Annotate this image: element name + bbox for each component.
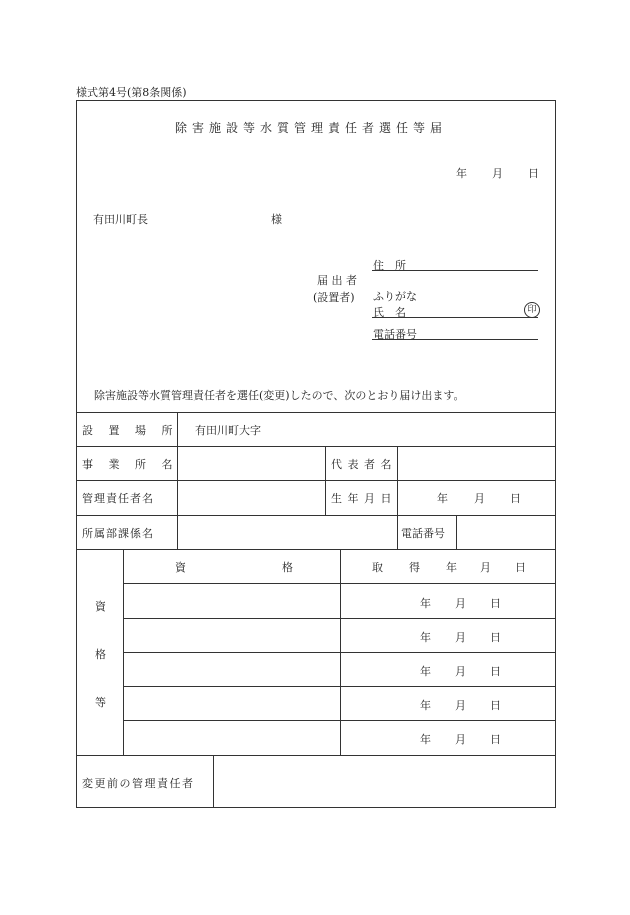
qual-row-2-day: 日 bbox=[490, 631, 501, 644]
manager-label: 管理責任者名 bbox=[82, 492, 154, 505]
location-value: 有田川町大字 bbox=[195, 424, 261, 437]
acq-header-4: 月 bbox=[480, 561, 491, 574]
applicant-furigana-label: ふりがな bbox=[373, 290, 417, 303]
qual-row-3-year: 年 bbox=[420, 665, 431, 678]
qual-row-5-year: 年 bbox=[420, 733, 431, 746]
qual-row-4-year: 年 bbox=[420, 699, 431, 712]
date-year: 年 bbox=[456, 167, 467, 180]
applicant-name-label: 氏 名 bbox=[373, 306, 406, 319]
prev-divider bbox=[213, 755, 214, 808]
row-line-1 bbox=[76, 446, 556, 447]
applicant-label-line2: (設置者) bbox=[313, 291, 355, 304]
qual-row-1-day: 日 bbox=[490, 597, 501, 610]
birth-month: 月 bbox=[474, 492, 485, 505]
qual-header-a: 資 bbox=[175, 561, 186, 574]
qual-line-1 bbox=[123, 583, 556, 584]
qual-side-1: 資 bbox=[95, 600, 106, 613]
location-label: 設 置 場 所 bbox=[82, 424, 179, 437]
qual-header-b: 格 bbox=[282, 561, 293, 574]
value-divider bbox=[397, 446, 398, 515]
acq-header-5: 日 bbox=[515, 561, 526, 574]
qual-row-4-day: 日 bbox=[490, 699, 501, 712]
qual-row-2-year: 年 bbox=[420, 631, 431, 644]
addressee-name: 有田川町長 bbox=[93, 213, 148, 226]
acq-header-3: 年 bbox=[446, 561, 457, 574]
address-underline bbox=[372, 270, 538, 271]
applicant-phone-label: 電話番号 bbox=[373, 328, 417, 341]
qual-row-1-month: 月 bbox=[455, 597, 466, 610]
birth-label: 生 年 月 日 bbox=[331, 492, 393, 505]
phone-underline bbox=[372, 339, 538, 340]
representative-label: 代 表 者 名 bbox=[331, 458, 393, 471]
phone-divider-right bbox=[456, 515, 457, 549]
applicant-label-line1: 届 出 者 bbox=[317, 274, 357, 287]
seal-mark: 印 bbox=[524, 302, 540, 318]
date-month: 月 bbox=[492, 167, 503, 180]
addressee-honorific: 様 bbox=[271, 213, 282, 226]
birth-year: 年 bbox=[437, 492, 448, 505]
phone-label: 電話番号 bbox=[401, 527, 445, 540]
statement-text: 除害施設等水質管理責任者を選任(変更)したので、次のとおり届け出ます。 bbox=[94, 389, 465, 402]
qual-row-5-day: 日 bbox=[490, 733, 501, 746]
qual-row-4-month: 月 bbox=[455, 699, 466, 712]
previous-manager-label: 変更前の管理責任者 bbox=[82, 777, 195, 790]
date-day: 日 bbox=[528, 167, 539, 180]
qual-row-5-month: 月 bbox=[455, 733, 466, 746]
qual-line-4 bbox=[123, 686, 556, 687]
form-frame bbox=[76, 100, 556, 808]
applicant-address-label: 住 所 bbox=[373, 259, 406, 272]
qual-line-3 bbox=[123, 652, 556, 653]
row-line-2 bbox=[76, 480, 556, 481]
phone-divider-left bbox=[397, 515, 398, 549]
qual-line-2 bbox=[123, 618, 556, 619]
table-top-line bbox=[76, 412, 556, 413]
business-label: 事 業 所 名 bbox=[82, 458, 179, 471]
qual-line-5 bbox=[123, 720, 556, 721]
qual-row-1-year: 年 bbox=[420, 597, 431, 610]
qual-row-3-month: 月 bbox=[455, 665, 466, 678]
qual-bottom-line bbox=[76, 755, 556, 756]
row-line-3 bbox=[76, 515, 556, 516]
name-underline bbox=[372, 317, 538, 318]
qual-side-3: 等 bbox=[95, 696, 106, 709]
department-label: 所属部課係名 bbox=[82, 527, 154, 540]
form-title: 除害施設等水質管理責任者選任等届 bbox=[175, 121, 448, 135]
mid-divider bbox=[325, 446, 326, 515]
qual-side-2: 格 bbox=[95, 648, 106, 661]
qual-row-2-month: 月 bbox=[455, 631, 466, 644]
acq-header-1: 取 bbox=[372, 561, 383, 574]
acq-header-2: 得 bbox=[409, 561, 420, 574]
birth-day: 日 bbox=[510, 492, 521, 505]
form-number: 様式第4号(第8条関係) bbox=[76, 86, 187, 99]
row-line-4 bbox=[76, 549, 556, 550]
qual-row-3-day: 日 bbox=[490, 665, 501, 678]
